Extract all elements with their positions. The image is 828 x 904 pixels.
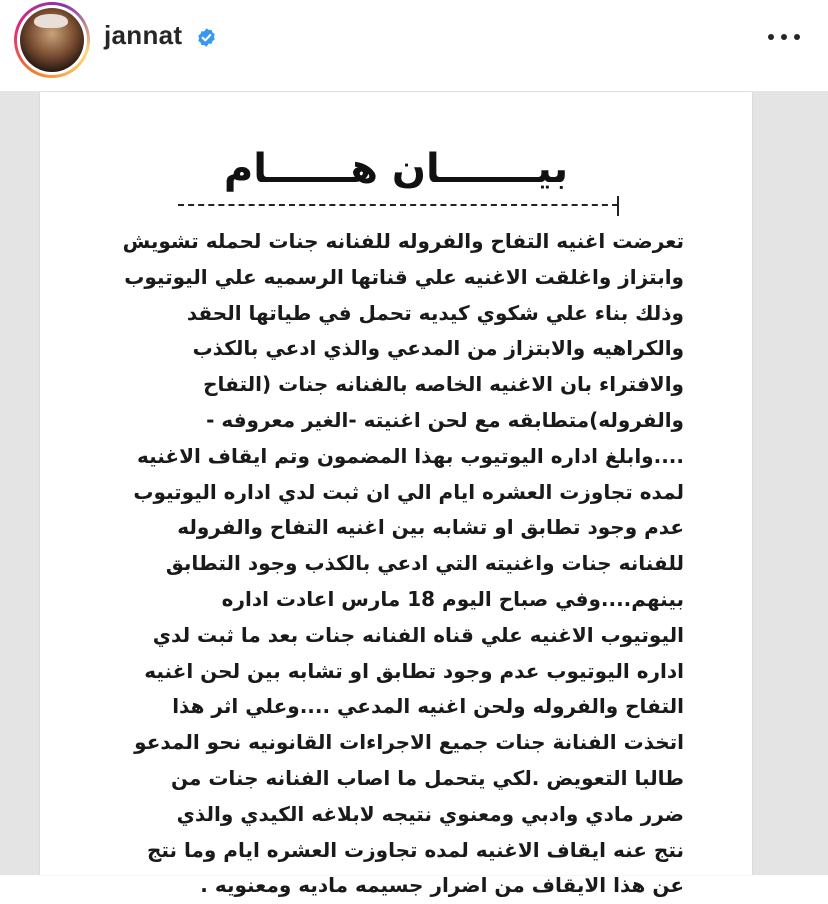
document-line: وابتزاز واغلقت الاغنيه علي قناتها الرسميه علي اليوتيوب (124, 264, 684, 289)
document-line: اتخذت الفنانة جنات جميع الاجراءات القانونيه نحو المدعو (134, 730, 684, 755)
username[interactable]: jannat (104, 20, 183, 50)
document-line: لمده تجاوزت العشره ايام الي ان ثبت لدي اداره اليوتيوب (133, 479, 684, 504)
document-line: والافتراء بان الاغنيه الخاصه بالفنانه جنات (التفاح (203, 372, 684, 397)
document-line: عدم وجود تطابق او تشابه بين اغنيه التفاح والفروله (177, 515, 684, 540)
document-line: ضرر مادي وادبي ومعنوي نتيجه لابلاغه الكيدي والذي (176, 801, 684, 826)
document-line: للفنانه جنات واغنيته التي ادعي بالكذب وجود التطابق (165, 551, 684, 576)
document-page (40, 92, 752, 898)
document-line: نتج عنه ايقاف الاغنيه لمده تجاوزت العشره ايام وما نتج (146, 837, 684, 862)
document-line: والكراهيه والابتزاز من المدعي والذي ادعي بالكذب (192, 336, 684, 361)
avatar-border (17, 5, 87, 75)
document-line: اداره اليوتيوب عدم وجود تطابق او تشابه بين لحن اغنيه (144, 658, 684, 683)
document-line: التفاح والفروله ولحن اغنيه المدعي ....وعلي اثر هذا (172, 694, 684, 719)
document-line: عن هذا الايقاف من اضرار جسيمه ماديه ومعنويه . (200, 873, 684, 898)
title-separator (178, 204, 618, 206)
document-line: طالبا التعويض .لكي يتحمل ما اصاب الفنانه جنات من (170, 765, 684, 790)
avatar[interactable] (14, 2, 90, 78)
document-line: ....وابلغ اداره اليوتيوب بهذا المضمون وتم ايقاف الاغنيه (136, 443, 684, 468)
post-header (0, 0, 828, 92)
document-line: بينهم....وفي صباح اليوم 18 مارس اعادت اداره (221, 586, 684, 611)
document-line: اليوتيوب الاغنيه علي قناه الفنانه جنات بعد ما ثبت لدي (152, 622, 684, 647)
document-body (114, 224, 684, 904)
document-line: تعرضت اغنيه التفاح والفروله للفنانه جنات لحمله تشويش (122, 229, 684, 253)
post-media[interactable] (0, 92, 828, 898)
document-line: والفروله)متطابقه مع لحن اغنيته -الغير معروفه - (206, 407, 684, 432)
document-line: وذلك بناء علي شكوي كيديه تحمل في طياتها الحقد (186, 300, 684, 325)
avatar-image (20, 8, 84, 72)
separator-end-mark (617, 196, 619, 216)
document-title: بيـــــــان هــــــام (223, 146, 569, 192)
verified-badge-icon (196, 27, 217, 48)
more-options-icon[interactable] (766, 27, 802, 47)
